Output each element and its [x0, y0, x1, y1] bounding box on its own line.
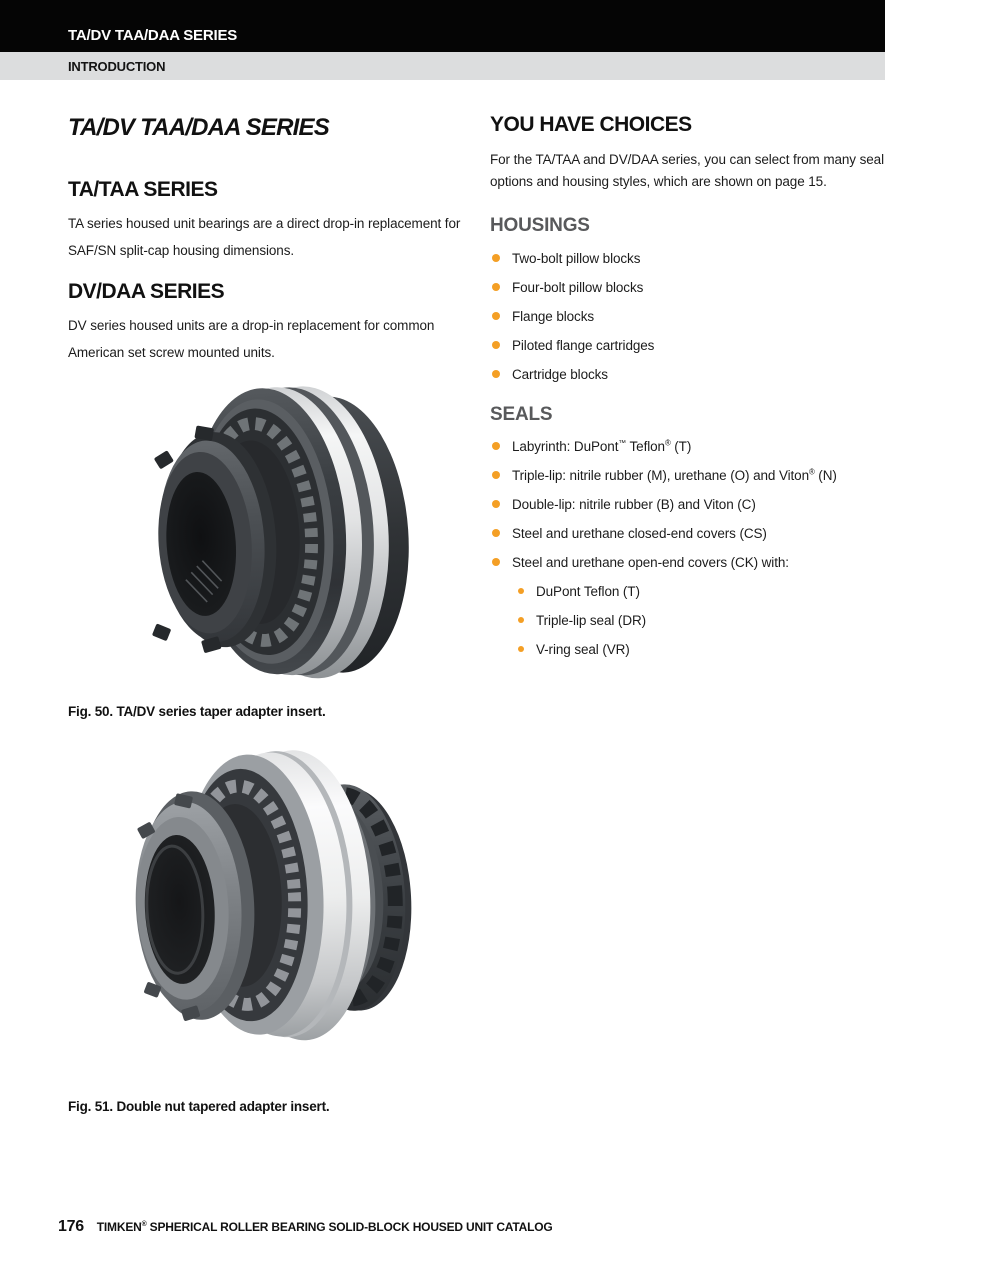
page-footer	[58, 1218, 552, 1236]
choices-paragraph: For the TA/TAA and DV/DAA series, you can select from many seal options and housing styles, which are shown on page 15.	[490, 152, 884, 189]
left-column	[68, 80, 464, 1114]
housings-item: Two-bolt pillow blocks	[490, 249, 884, 268]
seals-sub-list	[516, 582, 884, 659]
housings-list	[490, 249, 884, 384]
dv-daa-paragraph: DV series housed units are a drop-in replacement for common American set screw mounted units.	[68, 318, 435, 360]
section-header-title: INTRODUCTION	[68, 58, 166, 74]
section-header-bar	[0, 52, 885, 80]
page-content	[68, 80, 884, 1114]
ta-taa-heading: TA/TAA SERIES	[68, 178, 218, 201]
housings-item: Piloted flange cartridges	[490, 336, 884, 355]
fig51-caption: Fig. 51. Double nut tapered adapter insert.	[68, 1099, 330, 1114]
seals-list	[490, 437, 884, 572]
fig51-bearing-image	[100, 733, 430, 1071]
catalog-title: TIMKEN® SPHERICAL ROLLER BEARING SOLID-BLOCK HOUSED UNIT CATALOG	[96, 1220, 553, 1234]
seals-sub-item: DuPont Teflon (T)	[516, 582, 884, 601]
figure-51	[68, 733, 464, 1114]
fig50-bearing-image	[98, 372, 418, 698]
housings-item: Flange blocks	[490, 307, 884, 326]
seals-item: Double-lip: nitrile rubber (B) and Viton (C)	[490, 495, 884, 514]
choices-heading: YOU HAVE CHOICES	[490, 113, 692, 136]
figure-50	[68, 372, 464, 719]
housings-item: Four-bolt pillow blocks	[490, 278, 884, 297]
page-title: TA/DV TAA/DAA SERIES	[68, 114, 329, 141]
series-header-title: TA/DV TAA/DAA SERIES	[68, 27, 238, 44]
housings-heading: HOUSINGS	[490, 215, 590, 236]
seals-heading: SEALS	[490, 404, 553, 425]
seals-item: Labyrinth: DuPont™ Teflon® (T)	[490, 437, 884, 456]
seals-sub-item: Triple-lip seal (DR)	[516, 611, 884, 630]
housings-item: Cartridge blocks	[490, 365, 884, 384]
dv-daa-heading: DV/DAA SERIES	[68, 280, 225, 303]
ta-taa-paragraph: TA series housed unit bearings are a direct drop-in replacement for SAF/SN split-cap housing dimensions.	[68, 216, 461, 258]
seals-sub-item: V-ring seal (VR)	[516, 640, 884, 659]
seals-item: Steel and urethane closed-end covers (CS)	[490, 524, 884, 543]
page-number: 176	[58, 1218, 84, 1235]
seals-item: Steel and urethane open-end covers (CK) with:	[490, 553, 884, 572]
seals-item: Triple-lip: nitrile rubber (M), urethane (O) and Viton® (N)	[490, 466, 884, 485]
right-column	[490, 80, 884, 1114]
fig50-caption: Fig. 50. TA/DV series taper adapter insert.	[68, 704, 326, 719]
series-header-bar	[0, 0, 885, 52]
